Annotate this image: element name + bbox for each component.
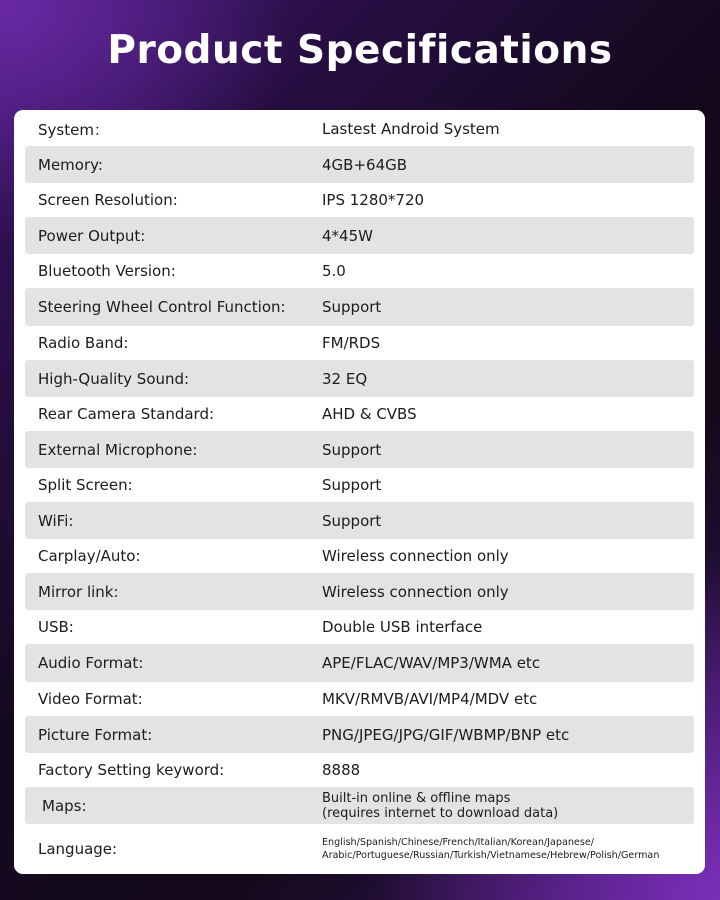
spec-label: Factory Setting keyword:	[38, 761, 225, 779]
spec-row-wifi	[25, 502, 694, 539]
spec-row-power-output	[25, 217, 694, 254]
spec-value	[322, 791, 558, 821]
spec-value	[322, 836, 659, 862]
spec-row-maps	[25, 787, 694, 824]
spec-row-sound	[25, 360, 694, 397]
spec-label: Maps:	[42, 796, 87, 815]
spec-row-microphone	[25, 431, 694, 468]
spec-row-mirror-link	[25, 573, 694, 610]
spec-label: Rear Camera Standard:	[38, 405, 215, 423]
spec-value-line: English/Spanish/Chinese/French/Italian/Korean/Japanese/	[322, 837, 594, 848]
spec-row-screen-resolution	[25, 183, 694, 217]
spec-row-radio-band	[25, 326, 694, 360]
spec-value-line: (requires internet to download data)	[322, 805, 559, 821]
spec-label: Power Output:	[38, 226, 146, 245]
spec-label: External Microphone:	[38, 440, 198, 459]
spec-row-carplay	[25, 539, 694, 573]
spec-row-picture-format	[25, 716, 694, 753]
spec-value: 4*45W	[322, 226, 373, 245]
spec-row-usb	[25, 610, 694, 644]
spec-value: Support	[322, 476, 382, 494]
spec-row-video-format	[25, 682, 694, 716]
spec-row-rear-camera	[25, 397, 694, 431]
spec-row-memory	[25, 146, 694, 183]
spec-row-split-screen	[25, 468, 694, 502]
spec-row-bluetooth	[25, 254, 694, 288]
spec-label: Language:	[38, 840, 118, 858]
spec-label: Screen Resolution:	[38, 191, 178, 209]
spec-value: 4GB+64GB	[322, 155, 408, 174]
spec-row-system	[25, 112, 694, 146]
spec-value-line: Built-in online & offline maps	[322, 790, 511, 806]
spec-value: FM/RDS	[322, 334, 381, 352]
spec-label: Split Screen:	[38, 476, 133, 494]
spec-label: Video Format:	[38, 690, 143, 708]
spec-row-steering-wheel	[25, 288, 694, 326]
spec-label: Picture Format:	[38, 725, 153, 744]
spec-value: PNG/JPEG/JPG/GIF/WBMP/BNP etc	[322, 725, 570, 744]
spec-value: 32 EQ	[322, 369, 368, 388]
spec-label: High-Quality Sound:	[38, 369, 190, 388]
spec-value: 5.0	[322, 262, 346, 280]
spec-value: Wireless connection only	[322, 582, 509, 601]
spec-row-language	[25, 827, 694, 871]
spec-value: MKV/RMVB/AVI/MP4/MDV etc	[322, 690, 538, 708]
spec-label: WiFi:	[38, 511, 74, 530]
spec-label: Mirror link:	[38, 582, 119, 601]
spec-value: 8888	[322, 761, 361, 779]
spec-value: Wireless connection only	[322, 547, 509, 565]
spec-label: System：	[38, 120, 109, 139]
spec-value-line: Arabic/Portuguese/Russian/Turkish/Vietnamese/Hebrew/Polish/German	[322, 850, 660, 861]
spec-value: AHD & CVBS	[322, 405, 417, 423]
spec-row-factory-keyword	[25, 753, 694, 787]
spec-value: Support	[322, 511, 382, 530]
spec-value: Lastest Android System	[322, 120, 500, 138]
spec-label: Radio Band:	[38, 334, 129, 352]
spec-value: Support	[322, 298, 382, 316]
spec-value: Double USB interface	[322, 618, 483, 636]
spec-row-audio-format	[25, 644, 694, 682]
spec-label: Audio Format:	[38, 654, 144, 672]
spec-label: Carplay/Auto:	[38, 547, 141, 565]
spec-value: IPS 1280*720	[322, 191, 425, 209]
spec-label: USB:	[38, 618, 74, 636]
page-title: Product Specifications	[107, 28, 613, 73]
spec-value: Support	[322, 440, 382, 459]
spec-table	[14, 110, 705, 874]
spec-label: Bluetooth Version:	[38, 262, 176, 280]
spec-label: Memory:	[38, 155, 103, 174]
spec-value: APE/FLAC/WAV/MP3/WMA etc	[322, 654, 541, 672]
spec-label: Steering Wheel Control Function:	[38, 298, 286, 316]
